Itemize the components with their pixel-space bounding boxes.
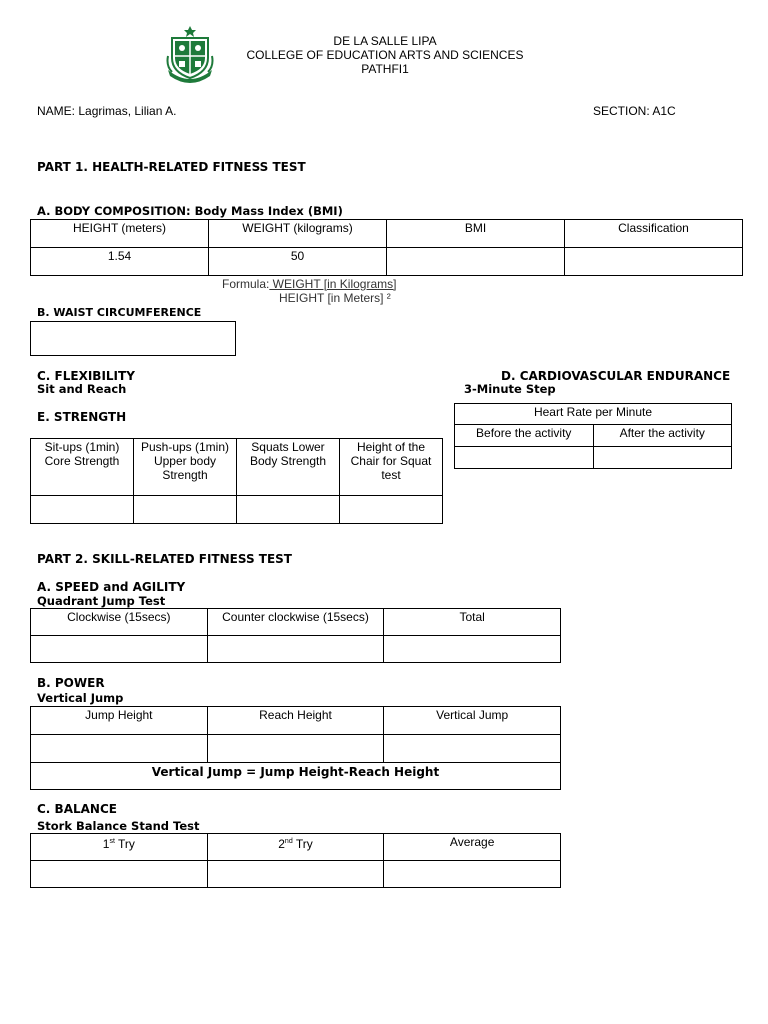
document-header <box>200 34 570 76</box>
flexibility-title: C. FLEXIBILITY <box>37 369 135 383</box>
speed-header-counter-clockwise: Counter clockwise (15secs) <box>207 609 384 636</box>
course-code: PATHFI1 <box>361 62 409 76</box>
flexibility-subtitle: Sit and Reach <box>37 382 127 396</box>
strength-header-pushups: Push-ups (1min) Upper body Strength <box>134 439 237 496</box>
name-value: Lagrimas, Lilian A. <box>78 104 177 118</box>
formula-numerator: WEIGHT [in Kilograms] <box>269 277 397 291</box>
balance-value-try2 <box>207 861 384 888</box>
power-formula: Vertical Jump = Jump Height-Reach Height <box>31 763 561 790</box>
cardio-header-before: Before the activity <box>455 425 594 447</box>
section-label: SECTION: <box>593 104 650 118</box>
power-value-jump-height <box>31 735 208 763</box>
power-table <box>30 706 561 790</box>
speed-subtitle: Quadrant Jump Test <box>37 594 166 608</box>
bmi-header-classification: Classification <box>565 220 743 248</box>
bmi-table <box>30 219 743 276</box>
bmi-value-weight: 50 <box>209 248 387 276</box>
speed-value-counter-clockwise <box>207 636 384 663</box>
name-label: NAME: <box>37 104 76 118</box>
cardio-value-after <box>593 447 732 469</box>
bmi-header-weight: WEIGHT (kilograms) <box>209 220 387 248</box>
power-header-vertical-jump: Vertical Jump <box>384 707 561 735</box>
college-name: COLLEGE OF EDUCATION ARTS AND SCIENCES <box>246 48 524 62</box>
bmi-value-height: 1.54 <box>31 248 209 276</box>
speed-value-total <box>384 636 561 663</box>
speed-table <box>30 608 561 663</box>
formula-denominator: HEIGHT [in Meters] ² <box>279 291 391 305</box>
cardio-table <box>454 403 732 469</box>
name-line <box>37 104 176 118</box>
formula-label: Formula: <box>222 277 270 291</box>
power-value-reach-height <box>207 735 384 763</box>
balance-header-try1: 1st Try <box>31 834 208 861</box>
waist-title: B. WAIST CIRCUMFERENCE <box>37 306 202 319</box>
strength-value-situps <box>31 496 134 524</box>
bmi-value-bmi <box>387 248 565 276</box>
power-header-reach-height: Reach Height <box>207 707 384 735</box>
school-name: DE LA SALLE LIPA <box>333 34 437 48</box>
balance-title: C. BALANCE <box>37 802 117 816</box>
speed-title: A. SPEED and AGILITY <box>37 580 186 594</box>
cardio-subtitle: 3-Minute Step <box>464 382 556 396</box>
speed-header-total: Total <box>384 609 561 636</box>
power-value-vertical-jump <box>384 735 561 763</box>
section-line <box>593 104 676 118</box>
bmi-header-height: HEIGHT (meters) <box>31 220 209 248</box>
power-subtitle: Vertical Jump <box>37 691 124 705</box>
bmi-formula <box>222 277 396 291</box>
strength-header-situps: Sit-ups (1min) Core Strength <box>31 439 134 496</box>
cardio-value-before <box>455 447 594 469</box>
bmi-header-bmi: BMI <box>387 220 565 248</box>
balance-table <box>30 833 561 888</box>
power-header-jump-height: Jump Height <box>31 707 208 735</box>
part2-title: PART 2. SKILL-RELATED FITNESS TEST <box>37 552 292 566</box>
bmi-title: A. BODY COMPOSITION: Body Mass Index (BMI) <box>37 204 343 218</box>
balance-value-try1 <box>31 861 208 888</box>
balance-header-average: Average <box>384 834 561 861</box>
strength-value-pushups <box>134 496 237 524</box>
section-value: A1C <box>652 104 676 118</box>
strength-table <box>30 438 443 524</box>
balance-header-try2: 2nd Try <box>207 834 384 861</box>
speed-value-clockwise <box>31 636 208 663</box>
cardio-header-after: After the activity <box>593 425 732 447</box>
strength-header-chair-height: Height of the Chair for Squat test <box>340 439 443 496</box>
bmi-value-classification <box>565 248 743 276</box>
part1-title: PART 1. HEALTH-RELATED FITNESS TEST <box>37 160 306 174</box>
strength-title: E. STRENGTH <box>37 410 127 424</box>
speed-header-clockwise: Clockwise (15secs) <box>31 609 208 636</box>
strength-value-squats <box>237 496 340 524</box>
strength-header-squats: Squats Lower Body Strength <box>237 439 340 496</box>
cardio-title: D. CARDIOVASCULAR ENDURANCE <box>501 369 731 383</box>
cardio-table-title: Heart Rate per Minute <box>455 404 732 425</box>
strength-value-chair-height <box>340 496 443 524</box>
balance-subtitle: Stork Balance Stand Test <box>37 819 200 833</box>
balance-value-average <box>384 861 561 888</box>
power-title: B. POWER <box>37 676 105 690</box>
waist-input-box <box>30 321 236 356</box>
